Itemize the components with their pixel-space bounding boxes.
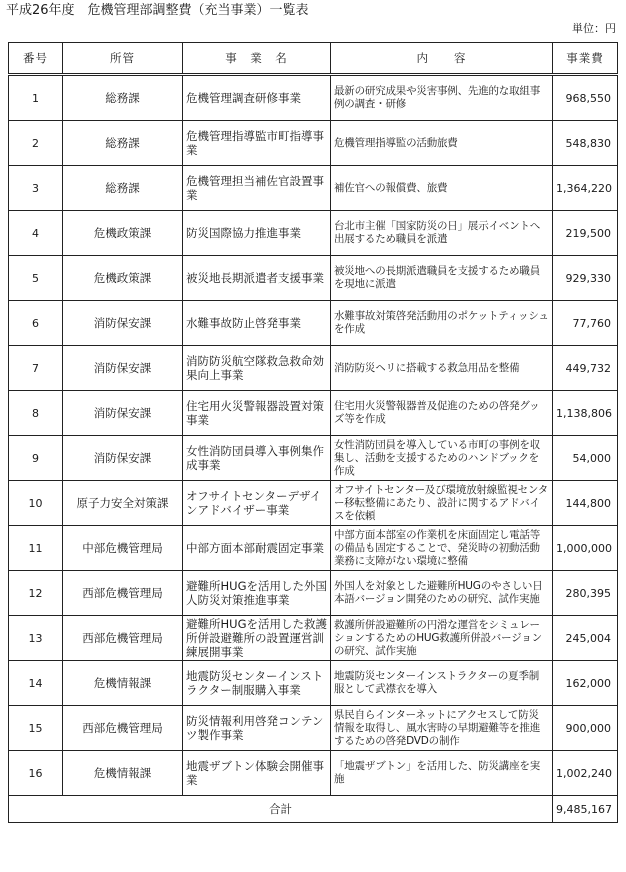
- row-amount: 449,732: [553, 346, 618, 391]
- row-project-name: 地震ザブトン体験会開催事業: [183, 751, 331, 796]
- row-project-name: 防災国際協力推進事業: [183, 211, 331, 256]
- table-row: [9, 166, 618, 211]
- row-number: 14: [9, 661, 63, 706]
- row-amount: 162,000: [553, 661, 618, 706]
- row-project-name: 地震防災センターインストラクター制服購入事業: [183, 661, 331, 706]
- row-department: 消防保安課: [63, 346, 183, 391]
- table-row: [9, 751, 618, 796]
- table-row: [9, 706, 618, 751]
- row-content: オフサイトセンター及び環境放射線監視センター移転整備にあたり、設計に関するアドバイスを依頼: [331, 481, 553, 526]
- total-label: 合計: [9, 796, 553, 823]
- row-number: 8: [9, 391, 63, 436]
- row-content: 地震防災センターインストラクターの夏季制服として武襟衣を導入: [331, 661, 553, 706]
- row-project-name: 危機管理担当補佐官設置事業: [183, 166, 331, 211]
- row-department: 消防保安課: [63, 436, 183, 481]
- table-row: [9, 75, 618, 121]
- row-department: 西部危機管理局: [63, 571, 183, 616]
- row-project-name: 危機管理指導監市町指導事業: [183, 121, 331, 166]
- table-row: [9, 211, 618, 256]
- row-number: 3: [9, 166, 63, 211]
- row-department: 中部危機管理局: [63, 526, 183, 571]
- total-row: [9, 796, 618, 823]
- row-project-name: 水難事故防止啓発事業: [183, 301, 331, 346]
- row-project-name: 避難所HUGを活用した外国人防災対策推進事業: [183, 571, 331, 616]
- row-amount: 900,000: [553, 706, 618, 751]
- table-row: [9, 661, 618, 706]
- total-amount: 9,485,167: [553, 796, 618, 823]
- row-number: 7: [9, 346, 63, 391]
- header-row: [9, 43, 618, 75]
- row-department: 総務課: [63, 75, 183, 121]
- row-number: 10: [9, 481, 63, 526]
- table-row: [9, 301, 618, 346]
- table-row: [9, 346, 618, 391]
- row-amount: 219,500: [553, 211, 618, 256]
- row-content: 危機管理指導監の活動旅費: [331, 121, 553, 166]
- row-content: 住宅用火災警報器普及促進のための啓発グッズ等を作成: [331, 391, 553, 436]
- header-name: 事 業 名: [183, 43, 331, 75]
- row-number: 9: [9, 436, 63, 481]
- row-amount: 968,550: [553, 75, 618, 121]
- table-row: [9, 391, 618, 436]
- row-content: 女性消防団員を導入している市町の事例を収集し、活動を支援するためのハンドブックを作成: [331, 436, 553, 481]
- row-number: 6: [9, 301, 63, 346]
- row-project-name: 被災地長期派遣者支援事業: [183, 256, 331, 301]
- table-row: [9, 616, 618, 661]
- row-content: 外国人を対象とした避難所HUGのやさしい日本語バージョン開発のための研究、試作実施: [331, 571, 553, 616]
- row-number: 1: [9, 75, 63, 121]
- row-department: 総務課: [63, 121, 183, 166]
- row-number: 13: [9, 616, 63, 661]
- header-no: 番号: [9, 43, 63, 75]
- header-content: 内 容: [331, 43, 553, 75]
- table-row: [9, 436, 618, 481]
- row-department: 消防保安課: [63, 301, 183, 346]
- row-amount: 1,138,806: [553, 391, 618, 436]
- row-project-name: オフサイトセンターデザインアドバイザー事業: [183, 481, 331, 526]
- row-department: 危機政策課: [63, 211, 183, 256]
- row-number: 4: [9, 211, 63, 256]
- row-content: 台北市主催「国家防災の日」展示イベントへ出展するため職員を派遣: [331, 211, 553, 256]
- row-amount: 54,000: [553, 436, 618, 481]
- row-project-name: 避難所HUGを活用した救護所併設避難所の設置運営訓練展開事業: [183, 616, 331, 661]
- table-row: [9, 526, 618, 571]
- row-department: 危機情報課: [63, 661, 183, 706]
- row-department: 消防保安課: [63, 391, 183, 436]
- table-row: [9, 481, 618, 526]
- row-amount: 245,004: [553, 616, 618, 661]
- page-title: 平成26年度 危機管理部調整費（充当事業）一覧表: [6, 3, 309, 18]
- row-content: 県民自らインターネットにアクセスして防災情報を取得し、風水害時の早期避難等を推進するための啓発DVDの制作: [331, 706, 553, 751]
- row-department: 原子力安全対策課: [63, 481, 183, 526]
- row-content: 被災地への長期派遣職員を支援するため職員を現地に派遣: [331, 256, 553, 301]
- row-amount: 1,000,000: [553, 526, 618, 571]
- row-project-name: 消防防災航空隊救急救命効果向上事業: [183, 346, 331, 391]
- row-amount: 77,760: [553, 301, 618, 346]
- table-row: [9, 121, 618, 166]
- row-amount: 929,330: [553, 256, 618, 301]
- row-project-name: 防災情報利用啓発コンテンツ製作事業: [183, 706, 331, 751]
- row-number: 5: [9, 256, 63, 301]
- row-amount: 280,395: [553, 571, 618, 616]
- row-content: 水難事故対策啓発活動用のポケットティッシュを作成: [331, 301, 553, 346]
- row-amount: 1,364,220: [553, 166, 618, 211]
- row-project-name: 中部方面本部耐震固定事業: [183, 526, 331, 571]
- row-content: 「地震ザブトン」を活用した、防災講座を実施: [331, 751, 553, 796]
- row-content: 救護所併設避難所の円滑な運営をシミュレーションするためのHUG救護所併設バージョンの研究、試作実施: [331, 616, 553, 661]
- row-number: 15: [9, 706, 63, 751]
- row-project-name: 危機管理調査研修事業: [183, 75, 331, 121]
- row-amount: 1,002,240: [553, 751, 618, 796]
- row-department: 総務課: [63, 166, 183, 211]
- row-number: 2: [9, 121, 63, 166]
- row-department: 危機情報課: [63, 751, 183, 796]
- header-amount: 事業費: [553, 43, 618, 75]
- budget-table: [8, 42, 618, 823]
- row-content: 消防防災ヘリに搭載する救急用品を整備: [331, 346, 553, 391]
- row-department: 西部危機管理局: [63, 706, 183, 751]
- table-row: [9, 571, 618, 616]
- row-project-name: 女性消防団員導入事例集作成事業: [183, 436, 331, 481]
- row-content: 中部方面本部室の作業机を床面固定し電話等の備品も固定することで、発災時の初動活動業務に支障がない環境に整備: [331, 526, 553, 571]
- row-amount: 548,830: [553, 121, 618, 166]
- row-content: 補佐官への報償費、旅費: [331, 166, 553, 211]
- row-amount: 144,800: [553, 481, 618, 526]
- row-number: 16: [9, 751, 63, 796]
- row-department: 西部危機管理局: [63, 616, 183, 661]
- row-number: 11: [9, 526, 63, 571]
- row-project-name: 住宅用火災警報器設置対策事業: [183, 391, 331, 436]
- unit-label: 単位：円: [572, 22, 616, 35]
- row-number: 12: [9, 571, 63, 616]
- header-dept: 所管: [63, 43, 183, 75]
- table-row: [9, 256, 618, 301]
- row-content: 最新の研究成果や災害事例、先進的な取組事例の調査・研修: [331, 75, 553, 121]
- row-department: 危機政策課: [63, 256, 183, 301]
